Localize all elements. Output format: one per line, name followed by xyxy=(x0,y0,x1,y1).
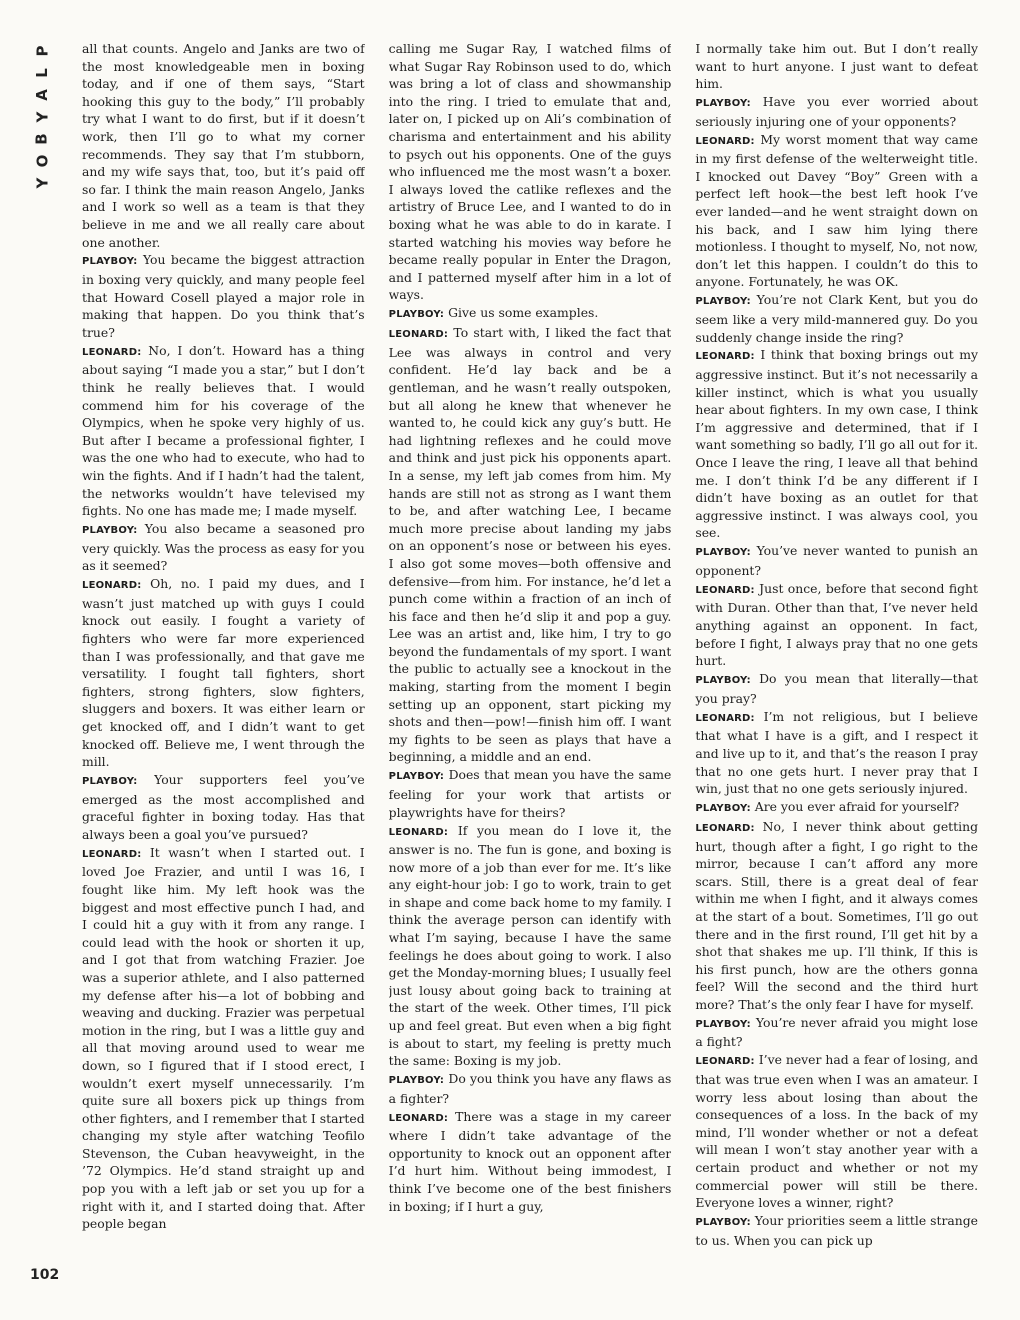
paragraph-text: My worst moment that way came in my first defense of the welterweight title. I knocked out Davey “Boy” Green with a perfect left hook—the best left hook I’ve ever landed—and he went straight down on his back, and I saw him lying there motionless. I thought to myself, No, not now, don’t let this happen. I couldn’t do this to anyone. Fortunately, he was OK. xyxy=(695,131,979,290)
interview-paragraph xyxy=(82,520,365,575)
speaker-label: PLAYBOY: xyxy=(82,256,138,268)
paragraph-text: all that counts. Angelo and Janks are two of the most knowledgeable men in boxing today, and if one of them says, “Start hooking this guy to the body,” I’ll probably try what I want to do first, but if it doesn’t work, then I’ll go to what my corner recommends. They say that I’m stubborn, and my wife says that, too, but it’s paid off so far. I think the main reason Angelo, Janks and I work so well as a team is that they believe in me and we all really care about one another. xyxy=(82,41,365,250)
masthead-letter: B xyxy=(33,133,51,145)
interview-paragraph xyxy=(695,1212,978,1249)
playboy-vertical-masthead xyxy=(28,42,60,196)
page-number: 102 xyxy=(30,1267,60,1283)
interview-paragraph xyxy=(82,40,365,251)
speaker-label: PLAYBOY: xyxy=(82,776,138,788)
paragraph-text: If you mean do I love it, the answer is no. The fun is gone, and boxing is now more of a job than ever for me. It’s like any eight-hour job: I go to work, train to get in shape and come back home to my family. I think the average person can identify with what I’m saying, because I have the same feelings he does about going to work. I also get the Monday-morning blues; I usually feel just lousy about going back to training at the start of the week. Other times, I’ll pick up and feel great. But even when a big fight is about to start, my feeling is pretty much the same: Boxing is my job. xyxy=(388,822,672,1069)
paragraph-text: You’re never afraid you might lose a fight? xyxy=(695,1014,978,1050)
paragraph-text: No, I don’t. Howard has a thing about saying “I made you a star,” but I don’t think he really believes that. I would commend him for his coverage of the Olympics, when he spoke very highly of us. But after I became a professional fighter, I was the one who had to execute, who had to win the fights. And if I hadn’t had the talent, the networks wouldn’t have televised my fights. No one has made me; I made myself. xyxy=(82,342,365,519)
masthead-letter: P xyxy=(33,45,51,57)
masthead-letter: A xyxy=(32,89,51,101)
speaker-label: PLAYBOY: xyxy=(82,525,138,537)
speaker-label: LEONARD: xyxy=(388,1112,449,1124)
speaker-label: LEONARD: xyxy=(695,351,755,363)
interview-paragraph xyxy=(389,1070,672,1107)
column-2 xyxy=(389,40,672,1290)
speaker-label: LEONARD: xyxy=(695,712,755,724)
paragraph-text: You also became a seasoned pro very quickly. Was the process as easy for you as it seemed? xyxy=(82,521,365,574)
interview-paragraph xyxy=(695,40,978,93)
speaker-label: LEONARD: xyxy=(695,1056,755,1068)
interview-paragraph xyxy=(695,708,978,798)
speaker-label: LEONARD: xyxy=(82,580,142,592)
paragraph-text: Oh, no. I paid my dues, and I wasn’t just matched up with guys I could knock out easily. I fought a variety of fighters who were far more experienced than I was professionally, and that gave me versatility. I fought tall fighters, short fighters, strong fighters, slow fighters, sluggers and boxers. It was either learn or get knocked off, and I didn’t want to get knocked off. Believe me, I went through the mill. xyxy=(82,576,365,770)
interview-paragraph xyxy=(695,798,978,818)
speaker-label: LEONARD: xyxy=(82,346,142,358)
paragraph-text: Are you ever afraid for yourself? xyxy=(754,799,960,815)
paragraph-text: You’ve never wanted to punish an opponent? xyxy=(695,543,978,578)
speaker-label: PLAYBOY: xyxy=(695,296,751,308)
interview-paragraph xyxy=(82,251,365,341)
speaker-label: PLAYBOY: xyxy=(388,771,445,783)
interview-paragraph xyxy=(389,324,672,766)
paragraph-text: I think that boxing brings out my aggressive instinct. But it’s not necessarily a killer instinct, which is what you usually hear about fighters. In my own case, I think I’m aggressive and determined, that if I want something so badly, I’ll go all out for it. Once I leave the ring, I leave all that behind me. I don’t think I’d be any different if I didn’t have boxing as an outlet for that aggressive instinct. I was always cool, you see. xyxy=(695,347,979,541)
column-1 xyxy=(82,40,365,1290)
interview-paragraph xyxy=(82,575,365,771)
paragraph-text: Just once, before that second fight with Duran. Other than that, I’ve never held anything against an opponent. In fact, before I fight, I always pray that no one gets hurt. xyxy=(695,580,979,669)
interview-paragraph xyxy=(695,93,978,130)
speaker-label: PLAYBOY: xyxy=(388,309,445,321)
paragraph-text: There was a stage in my career where I didn’t take advantage of the opportunity to knock out an opponent after I’d hurt him. Without being immodest, I think I’ve become one of the best finishers in boxing; if I hurt a guy, xyxy=(388,1108,672,1214)
speaker-label: LEONARD: xyxy=(388,826,449,838)
paragraph-text: I normally take him out. But I don’t really want to hurt anyone. I just want to defeat him. xyxy=(695,41,979,92)
speaker-label: PLAYBOY: xyxy=(695,675,751,687)
paragraph-text: Your supporters feel you’ve emerged as the most accomplished and graceful fighter in boxing today. Has that always been a goal you’ve pursued? xyxy=(82,772,365,842)
interview-paragraph xyxy=(695,580,978,670)
interview-paragraph xyxy=(695,291,978,346)
interview-paragraph xyxy=(695,542,978,579)
speaker-label: LEONARD: xyxy=(695,135,755,147)
paragraph-text: calling me Sugar Ray, I watched films of what Sugar Ray Robinson used to do, which was bring a lot of class and showmanship into the ring. I tried to emulate that and, later on, I picked up on Ali’s combination of charisma and entertainment and his ability to psych out his opponents. One of the guys who influenced me the most wasn’t a boxer. I always loved the catlike reflexes and the artistry of Bruce Lee, and I wanted to do in boxing what he was able to do in karate. I started watching his movies way before he became really popular in Enter the Dragon, and I patterned myself after him in a lot of ways. xyxy=(388,41,672,303)
interview-paragraph xyxy=(695,1014,978,1051)
article-body xyxy=(82,40,978,1290)
paragraph-text: Have you ever worried about seriously injuring one of your opponents? xyxy=(695,94,979,129)
interview-paragraph xyxy=(82,844,365,1233)
speaker-label: LEONARD: xyxy=(388,329,449,341)
paragraph-text: Do you think you have any flaws as a fighter? xyxy=(388,1071,672,1106)
paragraph-text: I’m not religious, but I believe that what I have is a gift, and I respect it and live up to it, and that’s the reason I pray that no one gets hurt. I never pray that I win, just that no one gets seriously injured. xyxy=(695,708,979,797)
interview-paragraph xyxy=(695,670,978,707)
interview-paragraph xyxy=(695,346,978,542)
speaker-label: PLAYBOY: xyxy=(695,547,751,559)
interview-paragraph xyxy=(695,1051,978,1211)
paragraph-text: To start with, I liked the fact that Lee was always in control and very confident. He’d lay back and be a gentleman, and he wasn’t really outspoken, but all along he knew that whenever he wanted to, he could kick any guy’s butt. He had lightning reflexes and he could move and think and just pick his opponents apart. In a sense, my left jab comes from him. My hands are still not as strong as I want them to be, and after watching Lee, I became much more precise about landing my jabs on an opponent’s nose or between his eyes. I also got some moves—both offensive and defensive—from him. For instance, he’d let a punch come within a fraction of an inch of his face and then he’d slip it and pop a guy. Lee was an artist and, like him, I try to go beyond the fundamentals of my sport. I want the public to actually see a knockout in the making, starting from the moment I begin setting up an opponent, start picking my shots and then—pow!—finish him off. I want my fights to be seen as plays that have a beginning, a middle and an end. xyxy=(388,325,672,765)
masthead-letter: Y xyxy=(33,111,51,123)
masthead-letter: L xyxy=(33,68,51,78)
masthead-letter: Y xyxy=(33,177,51,189)
speaker-label: PLAYBOY: xyxy=(388,1075,445,1087)
speaker-label: PLAYBOY: xyxy=(695,1018,751,1030)
interview-paragraph xyxy=(389,766,672,821)
speaker-label: LEONARD: xyxy=(82,848,142,860)
speaker-label: PLAYBOY: xyxy=(695,98,751,110)
speaker-label: LEONARD: xyxy=(695,584,755,596)
interview-paragraph xyxy=(389,304,672,324)
speaker-label: PLAYBOY: xyxy=(695,1217,751,1229)
paragraph-text: You became the biggest attraction in boxing very quickly, and many people feel that Howard Cosell played a major role in making that happen. Do you think that’s true? xyxy=(82,252,365,340)
interview-paragraph xyxy=(389,1108,672,1216)
speaker-label: PLAYBOY: xyxy=(695,803,751,815)
paragraph-text: Your priorities seem a little strange to us. When you can pick up xyxy=(695,1213,978,1248)
paragraph-text: You’re not Clark Kent, but you do seem like a very mild-mannered guy. Do you suddenly change inside the ring? xyxy=(695,292,979,345)
paragraph-text: It wasn’t when I started out. I loved Joe Frazier, and until I was 16, I fought like him. My left hook was the biggest and most effective punch I had, and I could hit a guy with it from any range. I could lead with the hook or shorten it up, and I got that from watching Frazier. Joe was a superior athlete, and I also patterned my defense after his—a lot of bobbing and weaving and ducking. Frazier was perpetual motion in the ring, but I was a little guy and all that moving around used to wear me down, so I figured that if I stood erect, I wouldn’t exert myself unnecessarily. I’m quite sure all boxers pick up things from other fighters, and I remember that I started changing my style after watching Teofilo Stevenson, the Cuban heavyweight, in the ’72 Olympics. He’d stand straight up and pop you with a left jab or set you up for a right with it, and I started doing that. After people began xyxy=(82,844,365,1232)
paragraph-text: Do you mean that literally—that you pray? xyxy=(695,671,978,706)
interview-paragraph xyxy=(695,818,978,1014)
interview-paragraph xyxy=(389,822,672,1070)
paragraph-text: Does that mean you have the same feeling for your work that artists or playwrights have for theirs? xyxy=(388,767,672,820)
interview-paragraph xyxy=(389,40,672,304)
masthead-letter: O xyxy=(32,154,51,168)
speaker-label: LEONARD: xyxy=(695,822,755,834)
interview-paragraph xyxy=(695,131,978,291)
paragraph-text: No, I never think about getting hurt, though after a fight, I go right to the mirror, because I can’t afford any more scars. Still, there is a great deal of fear within me when I fight, and it always comes at the start of a bout. Sometimes, I’ll go out there and in the first round, I’ll get hit by a shot that shakes me up. I’ll think, If this is his first punch, how are the others gonna feel? Will the second and the third hurt more? That’s the only fear I have for myself. xyxy=(695,818,979,1012)
column-3 xyxy=(695,40,978,1290)
interview-paragraph xyxy=(82,771,365,843)
paragraph-text: I’ve never had a fear of losing, and that was true even when I was an amateur. I worry less about losing than about the consequences of a loss. In the back of my mind, I’ll wonder whether or not a defeat will mean I won’t stay another year with a certain product and whether or not my commercial power will still be there. Everyone loves a winner, right? xyxy=(695,1052,979,1211)
interview-paragraph xyxy=(82,342,365,520)
paragraph-text: Give us some examples. xyxy=(448,305,599,321)
